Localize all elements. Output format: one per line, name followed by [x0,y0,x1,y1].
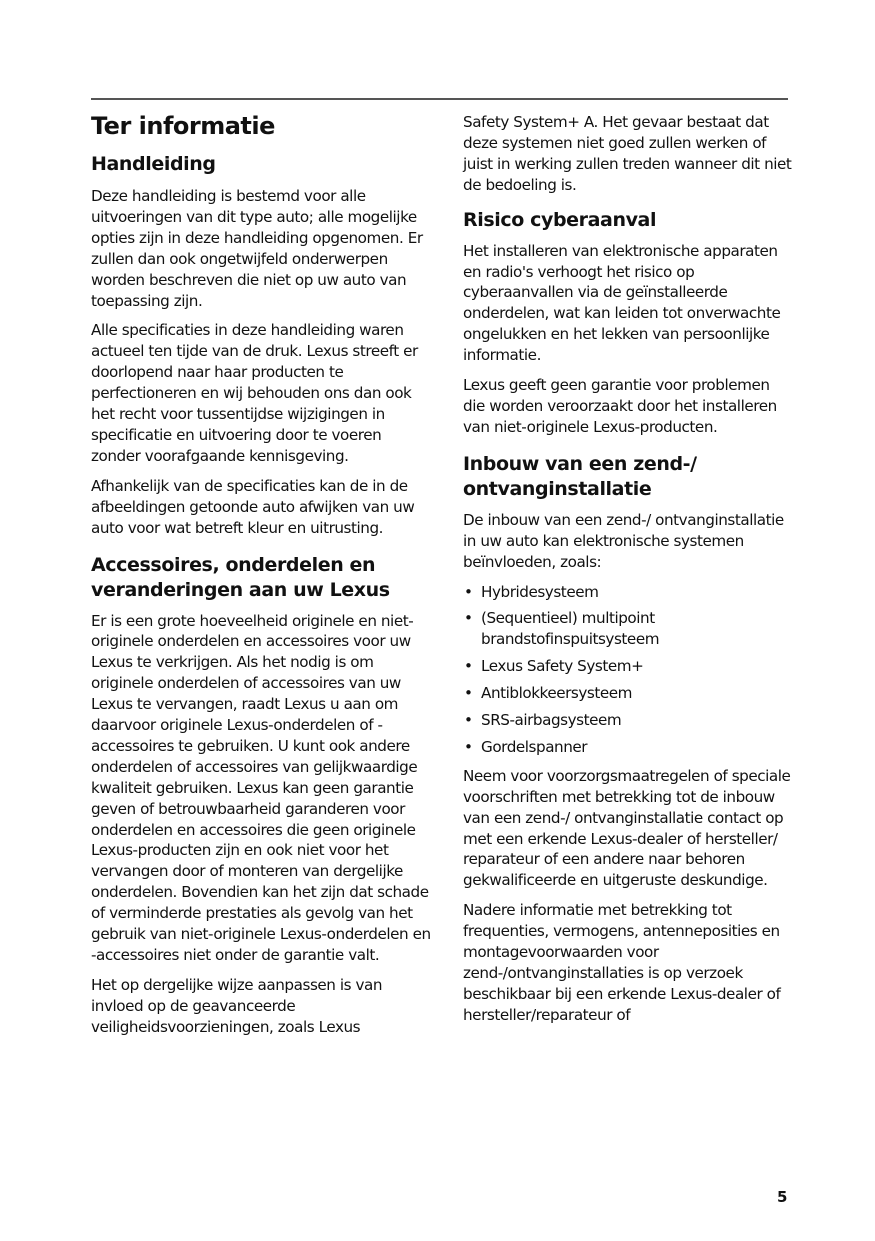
bullet-icon: • [464,657,473,676]
bullet-icon: • [464,711,473,730]
bullet-icon: • [464,684,473,703]
section-heading: Handleiding [91,153,216,175]
left-column [91,110,431,1047]
section-accessoires [91,553,431,1038]
section-handleiding [91,152,431,539]
bullet-icon: • [464,737,473,756]
page-number: 5 [777,1188,788,1206]
list-item: • Antiblokkeersysteem [464,684,633,703]
paragraph: Nadere informatie met betrekking tot frequenties, vermogens, antenneposities en montagevoorwaarden voor zend-/ontvanginstallaties is op verzoek beschikbaar bij een erkende Lexus-dealer of hersteller/reparateur of [463,901,781,1024]
paragraph: Het op dergelijke wijze aanpassen is van invloed op de geavanceerde veiligheidsvoorzieningen, zoals Lexus [91,975,383,1036]
section-heading: Risico cyberaanval [463,208,657,231]
section-heading: Accessoires, onderdelen en veranderingen aan uw Lexus [91,553,390,601]
right-column [463,112,793,1035]
header-rule [91,98,788,100]
paragraph: Neem voor voorzorgsmaatregelen of speciale voorschriften met betrekking tot de inbouw van een zend-/ ontvanginstallatie contact op met een erkende Lexus-dealer of hersteller/ reparateur of een andere naar behoren gekwalificeerde en uitgeruste deskundige. [463,766,791,890]
list-item: • (Sequentieel) multipoint brandstofinspuitsysteem [464,609,660,649]
list-item: • Hybridesysteem [464,582,599,601]
section-risico-cyberaanval [463,208,793,438]
page-title: Ter informatie [91,112,275,140]
paragraph: Afhankelijk van de specificaties kan de in de afbeeldingen getoonde auto afwijken van uw auto voor wat betreft kleur en uitrusting. [91,476,415,537]
list-item: • Gordelspanner [464,737,588,756]
list-item: • SRS-airbagsysteem [464,711,622,730]
bullet-icon: • [464,582,473,601]
bullet-icon: • [464,609,473,628]
paragraph: Deze handleiding is bestemd voor alle uitvoeringen van dit type auto; alle mogelijke opties zijn in deze handleiding opgenomen. Er zullen dan ook ongetwijfeld onderwerpen worden beschreven die niet op uw auto van toepassing zijn. [91,187,423,310]
section-heading: Inbouw van een zend-/ ontvanginstallatie [463,452,697,500]
paragraph: Er is een grote hoeveelheid originele en niet-originele onderdelen en accessoires voor uw Lexus te verkrijgen. Als het nodig is om originele onderdelen of accessoires van uw Lexus te vervangen, raadt Lexus u aan om daarvoor originele Lexus-onderdelen of -accessoires te gebruiken. U kunt ook andere onderdelen of accessoires van gelijkwaardige kwaliteit gebruiken. Lexus kan geen garantie geven of betrouwbaarheid garanderen voor onderdelen en accessoires die geen originele Lexus-producten zijn en ook niet voor het vervangen door of monteren van dergelijke onderdelen. Bovendien kan het zijn dat schade of verminderde prestaties als gevolg van het gebruik van niet-originele Lexus-onderdelen en -accessoires niet onder de garantie valt. [91,611,431,964]
paragraph: Lexus geeft geen garantie voor problemen die worden veroorzaakt door het installeren van niet-originele Lexus-producten. [463,376,777,436]
paragraph: Alle specificaties in deze handleiding waren actueel ten tijde van de druk. Lexus streeft er doorlopend naar haar producten te perfectioneren en wij behouden ons dan ook het recht voor tussentijdse wijzigingen in specificatie en uitvoering door te voeren zonder voorafgaande kennisgeving. [91,321,418,465]
continued-paragraph: Safety System+ A. Het gevaar bestaat dat deze systemen niet goed zullen werken of juist in werking zullen treden wanneer dit niet de bedoeling is. [463,113,792,194]
affected-systems-list [463,582,793,758]
section-inbouw-zendinstallatie [463,452,793,1026]
paragraph: De inbouw van een zend-/ ontvanginstallatie in uw auto kan elektronische systemen beïnvloeden, zoals: [463,510,784,571]
list-item: • Lexus Safety System+ [464,657,644,676]
paragraph: Het installeren van elektronische apparaten en radio's verhoogt het risico op cyberaanvallen via de geïnstalleerde onderdelen, wat kan leiden tot onverwachte ongelukken en het lekken van persoonlijke informatie. [463,241,781,365]
